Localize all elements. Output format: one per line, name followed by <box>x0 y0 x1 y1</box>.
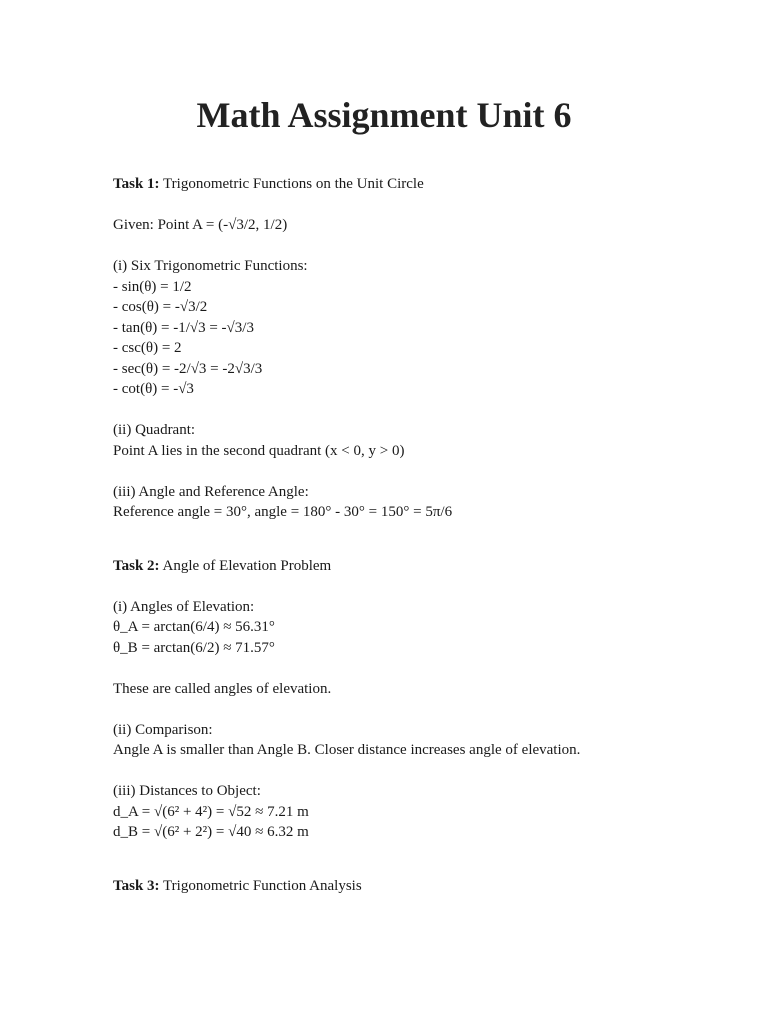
section-line: Reference angle = 30°, angle = 180° - 30° = 150° = 5π/6 <box>113 504 453 520</box>
task-1-heading <box>113 174 655 195</box>
task-1-section-ii <box>113 420 655 461</box>
task-2-section-i <box>113 597 655 659</box>
task-2-title: Angle of Elevation Problem <box>162 557 332 574</box>
task-2-section-ii <box>113 720 655 761</box>
task-1-given: Given: Point A = (-√3/2, 1/2) <box>113 217 288 233</box>
section-heading: (iii) Angle and Reference Angle: <box>113 483 309 500</box>
section-line: d_A = √(6² + 4²) = √52 ≈ 7.21 m <box>113 803 309 820</box>
function-line-csc: - csc(θ) = 2 <box>113 340 182 356</box>
task-1-section-iii <box>113 482 655 523</box>
task-3-section <box>113 876 655 897</box>
section-heading: (ii) Quadrant: <box>113 422 196 438</box>
task-3-title: Trigonometric Function Analysis <box>163 877 362 894</box>
task-1-title: Trigonometric Functions on the Unit Circle <box>163 176 424 192</box>
task-3-heading <box>113 876 655 897</box>
task-2-section-iii <box>113 781 655 843</box>
section-line: Point A lies in the second quadrant (x < 0, y > 0) <box>113 442 405 459</box>
task-2-label: Task 2: <box>113 557 160 574</box>
task-1-section-i <box>113 256 655 400</box>
section-line: θ_B = arctan(6/2) ≈ 71.57° <box>113 639 275 656</box>
section-heading: (iii) Distances to Object: <box>113 783 261 799</box>
task-1-section <box>113 174 655 523</box>
section-heading: (i) Six Trigonometric Functions: <box>113 258 308 274</box>
task-3-label: Task 3: <box>113 877 160 894</box>
section-line: θ_A = arctan(6/4) ≈ 56.31° <box>113 619 275 635</box>
function-line-sec: - sec(θ) = -2/√3 = -2√3/3 <box>113 360 263 377</box>
function-line-tan: - tan(θ) = -1/√3 = -√3/3 <box>113 319 254 336</box>
section-heading: (i) Angles of Elevation: <box>113 598 255 615</box>
function-line-sin: - sin(θ) = 1/2 <box>113 278 192 295</box>
task-2-section <box>113 556 655 843</box>
section-line: d_B = √(6² + 2²) = √40 ≈ 6.32 m <box>113 824 309 840</box>
task-1-label: Task 1: <box>113 176 160 192</box>
function-line-cot: - cot(θ) = -√3 <box>113 381 194 397</box>
section-heading: (ii) Comparison: <box>113 721 213 738</box>
function-line-cos: - cos(θ) = -√3/2 <box>113 299 208 315</box>
section-line: Angle A is smaller than Angle B. Closer distance increases angle of elevation. <box>113 742 581 758</box>
document-title: Math Assignment Unit 6 <box>196 95 572 135</box>
task-2-note <box>113 679 655 700</box>
section-line: These are called angles of elevation. <box>113 680 332 697</box>
task-2-heading <box>113 556 655 577</box>
